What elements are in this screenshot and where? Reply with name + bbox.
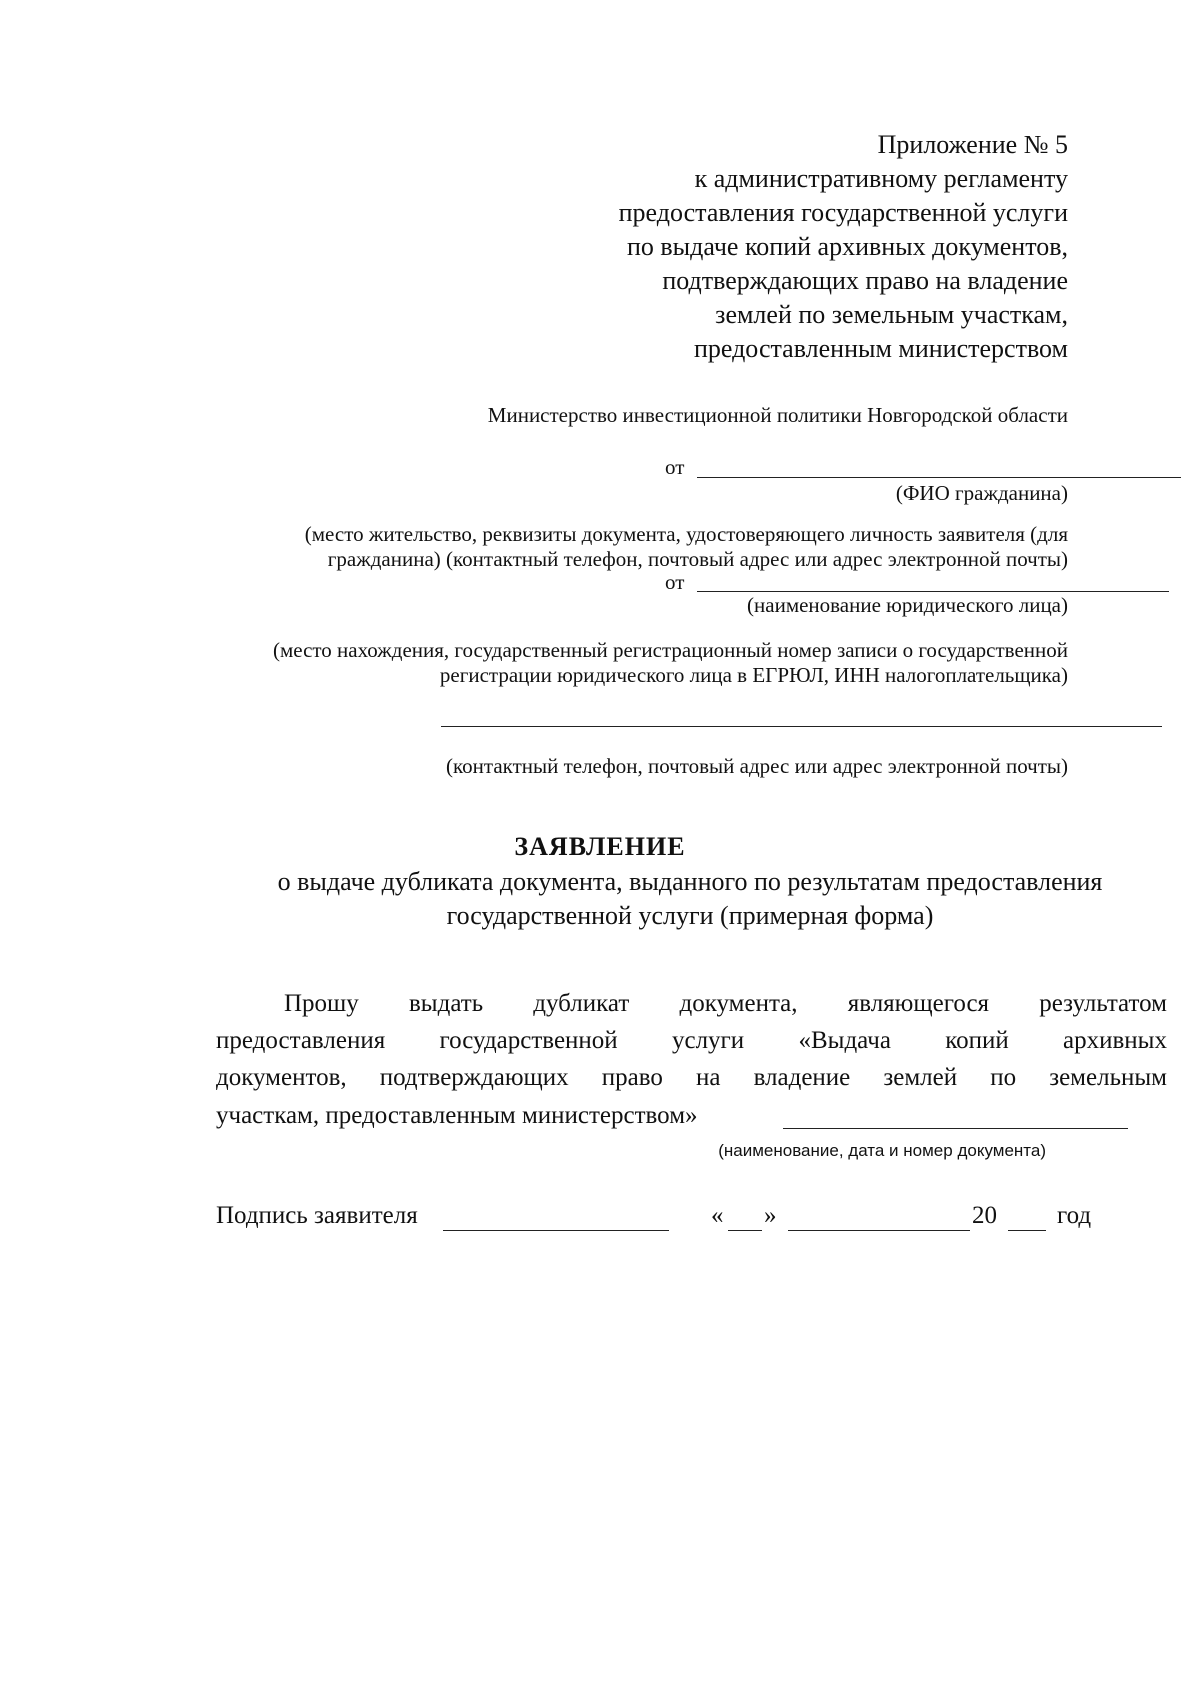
document-subtitle-line-1: о выдаче дубликата документа, выданного по результатам предоставления xyxy=(277,867,1103,896)
day-quote-open: « xyxy=(711,1202,724,1229)
body-line-1 xyxy=(284,990,1167,1018)
body-line-4: участкам, предоставленным министерством» xyxy=(216,1102,698,1129)
body-word: предоставления xyxy=(216,1027,386,1054)
body-word: документов, xyxy=(216,1064,347,1091)
body-word: дубликат xyxy=(533,990,630,1017)
body-word: на xyxy=(695,1064,721,1091)
document-details-caption: (наименование, дата и номер документа) xyxy=(718,1141,1046,1160)
from-label-citizen: от xyxy=(665,455,685,479)
body-word: земельным xyxy=(1049,1064,1167,1091)
appendix-line-7: предоставленным министерством xyxy=(693,334,1068,363)
document-details-field-line[interactable] xyxy=(783,1128,1128,1129)
day-field-line[interactable] xyxy=(728,1230,762,1231)
appendix-line-3: предоставления государственной услуги xyxy=(618,198,1068,227)
appendix-line-1: Приложение № 5 xyxy=(877,130,1068,159)
year-field-line[interactable] xyxy=(1008,1230,1046,1231)
body-word: результатом xyxy=(1039,990,1167,1017)
body-word: государственной xyxy=(439,1027,618,1054)
month-field-line[interactable] xyxy=(788,1230,970,1231)
appendix-line-5: подтверждающих право на владение xyxy=(662,266,1068,295)
citizen-caption-line-1: (место жительство, реквизиты документа, удостоверяющего личность заявителя (для xyxy=(304,522,1068,546)
from-label-legal: от xyxy=(665,570,685,594)
body-word: копий xyxy=(945,1027,1009,1054)
signature-label: Подпись заявителя xyxy=(216,1202,418,1229)
body-word: землей xyxy=(883,1064,958,1091)
body-line-2 xyxy=(216,1027,1167,1055)
year-suffix: год xyxy=(1057,1202,1092,1229)
contact-caption: (контактный телефон, почтовый адрес или адрес электронной почты) xyxy=(446,754,1068,778)
fio-caption: (ФИО гражданина) xyxy=(895,481,1068,505)
day-quote-close: » xyxy=(764,1202,777,1229)
year-prefix: 20 xyxy=(972,1202,997,1229)
body-line-3 xyxy=(216,1064,1167,1092)
body-word: выдать xyxy=(409,990,484,1017)
document-subtitle-line-2: государственной услуги (примерная форма) xyxy=(446,901,934,930)
document-title: ЗАЯВЛЕНИЕ xyxy=(514,832,686,861)
body-word: услуги xyxy=(671,1027,745,1054)
signature-field-line[interactable] xyxy=(443,1230,669,1231)
body-word: «Выдача xyxy=(798,1027,891,1054)
body-word: владение xyxy=(753,1064,851,1091)
legal-details-line-2: регистрации юридического лица в ЕГРЮЛ, ИНН налогоплательщика) xyxy=(439,663,1068,687)
body-word: документа, xyxy=(679,990,798,1017)
citizen-caption-line-2: гражданина) (контактный телефон, почтовый адрес или адрес электронной почты) xyxy=(327,547,1068,571)
ministry-name: Министерство инвестиционной политики Новгородской области xyxy=(487,403,1068,427)
legal-details-line-1: (место нахождения, государственный регистрационный номер записи о государственной xyxy=(272,638,1068,662)
legal-entity-caption: (наименование юридического лица) xyxy=(747,593,1068,617)
body-word: право xyxy=(601,1064,663,1091)
body-word: по xyxy=(990,1064,1017,1091)
appendix-line-4: по выдаче копий архивных документов, xyxy=(626,232,1068,261)
fio-field-line[interactable] xyxy=(697,477,1181,478)
appendix-line-2: к административному регламенту xyxy=(694,164,1068,193)
contact-field-line[interactable] xyxy=(441,726,1162,727)
body-word: являющегося xyxy=(847,990,990,1017)
body-word: подтверждающих xyxy=(379,1064,569,1091)
appendix-line-6: землей по земельным участкам, xyxy=(715,300,1068,329)
body-word: Прошу xyxy=(284,990,359,1017)
body-word: архивных xyxy=(1063,1027,1167,1054)
